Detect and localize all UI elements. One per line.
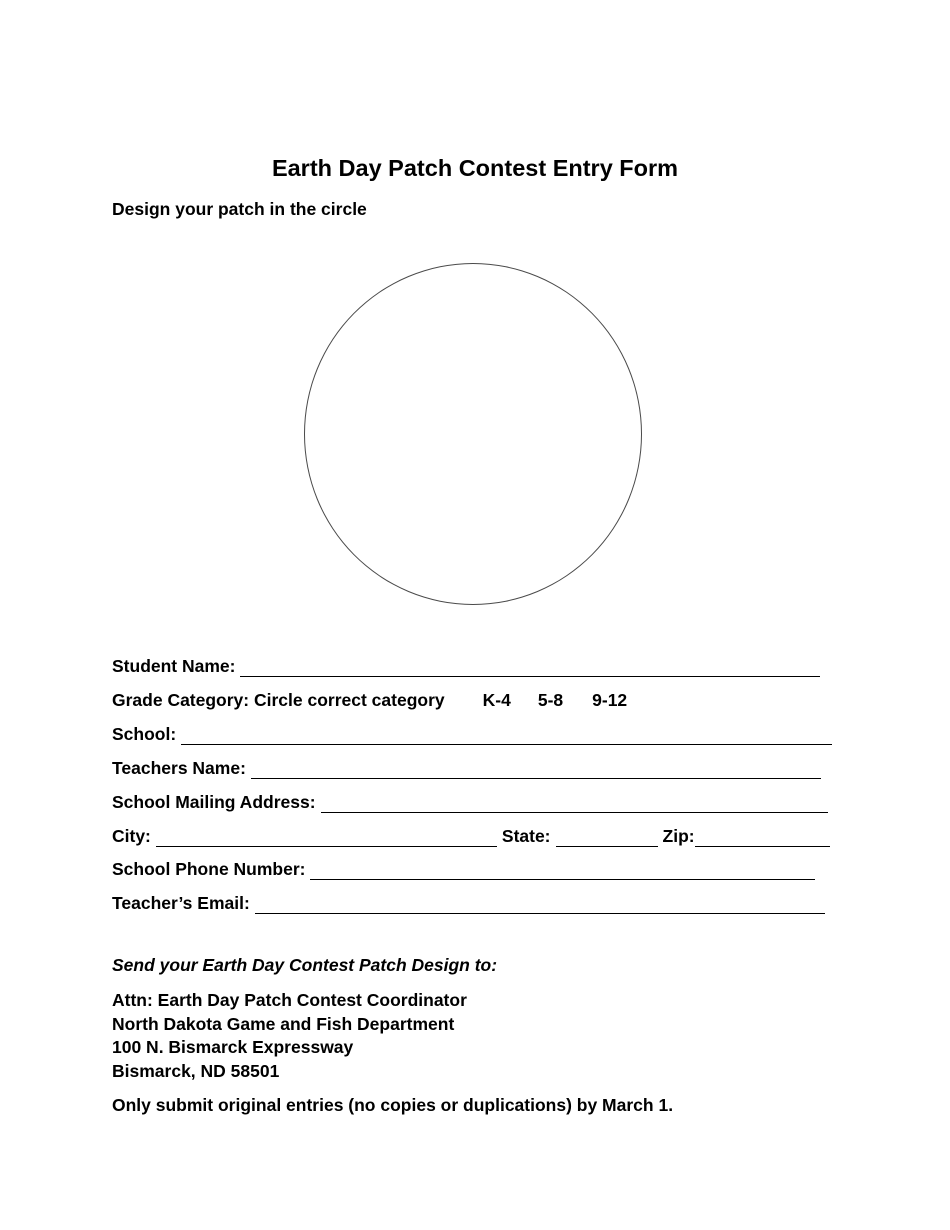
grade-option-9-12[interactable]: 9-12 bbox=[592, 690, 628, 710]
patch-design-circle[interactable] bbox=[304, 263, 642, 605]
school-row bbox=[112, 723, 832, 745]
state-label: State: bbox=[501, 826, 551, 846]
send-to-heading: Send your Earth Day Contest Patch Design to: bbox=[112, 955, 498, 975]
student-name-label: Student Name: bbox=[112, 656, 236, 676]
school-mailing-address-label: School Mailing Address: bbox=[112, 792, 316, 812]
school-label: School: bbox=[112, 724, 177, 744]
address-line: North Dakota Game and Fish Department bbox=[112, 1013, 455, 1034]
student-name-row bbox=[112, 655, 820, 677]
teachers-email-label: Teacher’s Email: bbox=[112, 893, 250, 913]
mailing-address-block bbox=[112, 989, 467, 1083]
grade-category-label: Grade Category: Circle correct category bbox=[112, 690, 445, 710]
city-label: City: bbox=[112, 826, 151, 846]
teachers-name-label: Teachers Name: bbox=[112, 758, 246, 778]
zip-label: Zip: bbox=[662, 826, 695, 846]
page-title: Earth Day Patch Contest Entry Form bbox=[271, 155, 679, 181]
teachers-email-row bbox=[112, 892, 825, 914]
grade-option-k-4[interactable]: K-4 bbox=[482, 690, 511, 710]
teachers-email-field[interactable] bbox=[255, 895, 825, 914]
address-line: 100 N. Bismarck Expressway bbox=[112, 1037, 354, 1057]
city-state-zip-row bbox=[112, 825, 830, 847]
grade-category-row bbox=[112, 689, 627, 711]
school-phone-row bbox=[112, 858, 815, 880]
submission-note: Only submit original entries (no copies or duplications) by March 1. bbox=[112, 1095, 674, 1115]
student-name-field[interactable] bbox=[240, 658, 820, 677]
school-mailing-address-row bbox=[112, 791, 828, 813]
school-phone-field[interactable] bbox=[310, 861, 815, 880]
school-field[interactable] bbox=[181, 726, 832, 745]
grade-option-5-8[interactable]: 5-8 bbox=[537, 690, 564, 710]
design-instruction: Design your patch in the circle bbox=[112, 199, 367, 219]
zip-field[interactable] bbox=[695, 828, 830, 847]
school-mailing-address-field[interactable] bbox=[321, 794, 828, 813]
school-phone-label: School Phone Number: bbox=[112, 859, 306, 879]
teachers-name-row bbox=[112, 757, 821, 779]
teachers-name-field[interactable] bbox=[251, 760, 821, 779]
address-line: Bismarck, ND 58501 bbox=[112, 1060, 280, 1081]
address-line: Attn: Earth Day Patch Contest Coordinator bbox=[112, 990, 467, 1010]
city-field[interactable] bbox=[156, 828, 497, 847]
state-field[interactable] bbox=[556, 828, 658, 847]
